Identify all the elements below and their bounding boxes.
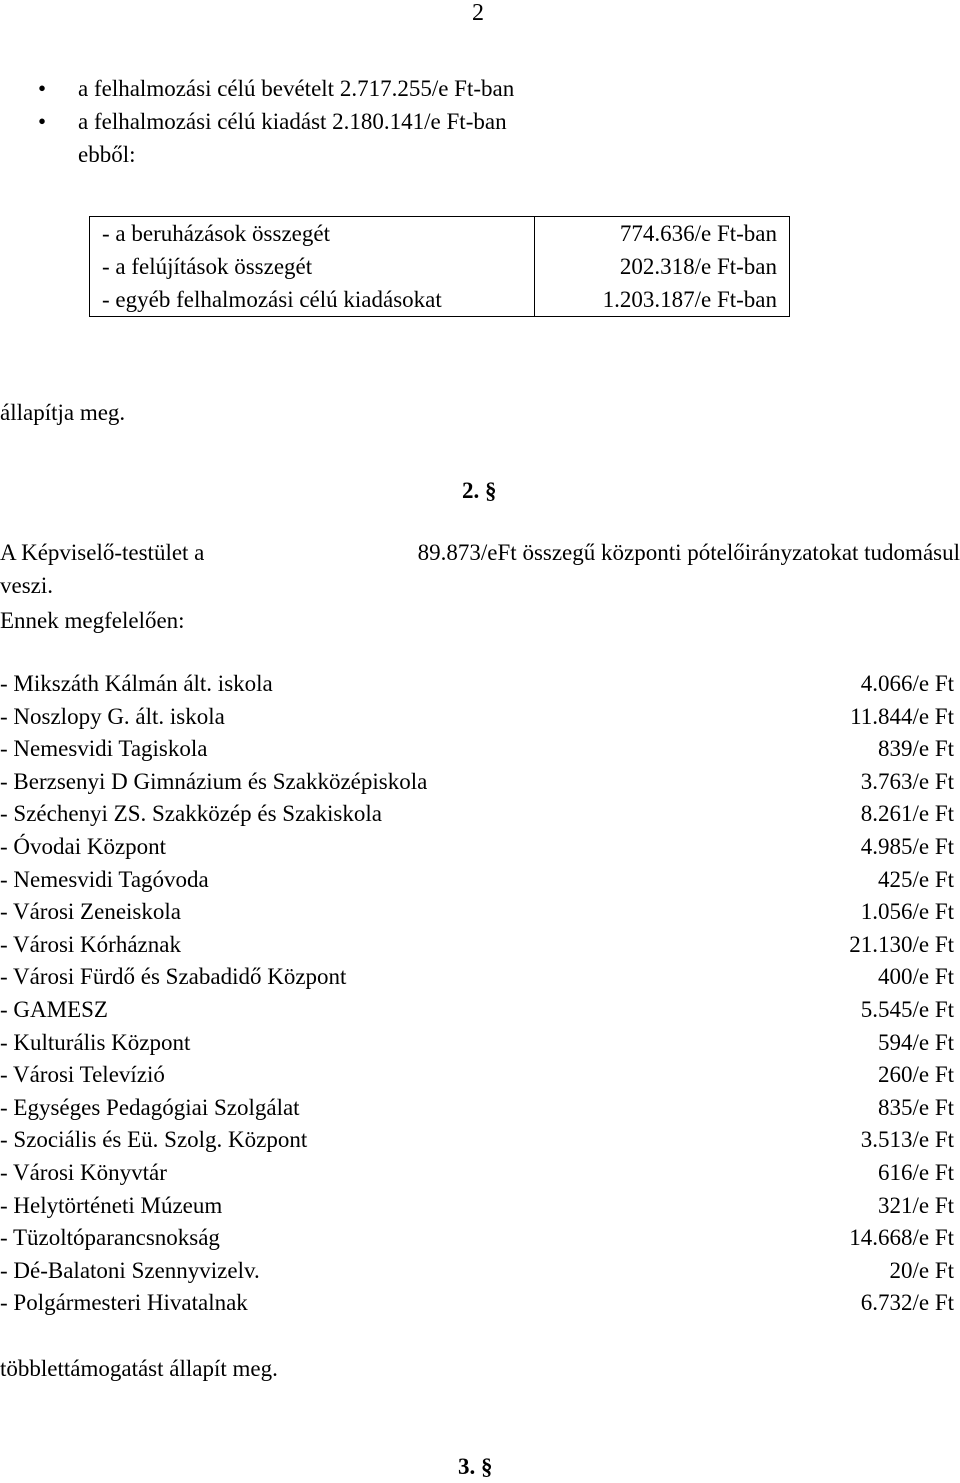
allocation-name: - Széchenyi ZS. Szakközép és Szakiskola: [0, 801, 382, 827]
list-item: [0, 1092, 954, 1125]
ennek-megfeleloen-text: Ennek megfelelően:: [0, 608, 185, 633]
allocation-amount: 835/e Ft: [877, 1094, 954, 1120]
list-item: [0, 733, 954, 766]
allocation-amount: 11.844/e Ft: [850, 703, 954, 729]
allocation-name: - Városi Könyvtár: [0, 1159, 167, 1185]
list-item: [0, 961, 954, 994]
table-row: [90, 250, 790, 283]
list-item: [0, 701, 954, 734]
page-number: 2: [472, 0, 484, 26]
list-item: [0, 766, 954, 799]
paragraph-first-line: [0, 536, 960, 569]
list-item: [0, 798, 954, 831]
allocation-name: - Berzsenyi D Gimnázium és Szakközépiskola: [0, 768, 428, 794]
allocation-amount: 260/e Ft: [877, 1062, 954, 1088]
allocation-amount: 14.668/e Ft: [849, 1225, 954, 1251]
allocation-amount: 594/e Ft: [877, 1029, 954, 1055]
table-cell-label: - egyéb felhalmozási célú kiadásokat: [90, 283, 535, 317]
closing-text: többlettámogatást állapít meg.: [0, 1356, 278, 1381]
section-2-heading: 2. §: [462, 478, 497, 503]
allocation-name: - Polgármesteri Hivatalnak: [0, 1290, 248, 1316]
bullet-item-revenue: • a felhalmozási célú bevételt 2.717.255/e Ft-ban: [38, 72, 514, 105]
list-item: [0, 1124, 954, 1157]
list-item: [0, 1255, 954, 1288]
allocation-name: - Kulturális Központ: [0, 1029, 191, 1055]
list-item: [0, 929, 954, 962]
allocation-name: - Helytörténeti Múzeum: [0, 1192, 223, 1218]
allocation-amount: 8.261/e Ft: [860, 801, 954, 827]
table-row: [90, 217, 790, 251]
allocation-list: [0, 668, 954, 1320]
table-cell-label: - a beruházások összegét: [90, 217, 535, 251]
list-item: [0, 994, 954, 1027]
list-item: [0, 896, 954, 929]
list-item: [0, 1059, 954, 1092]
list-item: [0, 1157, 954, 1190]
allocation-name: - Nemesvidi Tagóvoda: [0, 866, 209, 892]
allocation-name: - GAMESZ: [0, 996, 108, 1022]
list-item: [0, 1222, 954, 1255]
allocation-amount: 425/e Ft: [877, 866, 954, 892]
allocation-amount: 4.985/e Ft: [860, 833, 954, 859]
allocation-name: - Városi Kórháznak: [0, 931, 181, 957]
section-2-paragraph: [0, 536, 960, 602]
investment-table: [89, 216, 790, 317]
list-item: [0, 1287, 954, 1320]
allapitja-text: állapítja meg.: [0, 400, 126, 425]
allocation-amount: 3.513/e Ft: [860, 1127, 954, 1153]
list-item: [0, 1027, 954, 1060]
table-row: [90, 283, 790, 317]
allocation-amount: 616/e Ft: [877, 1159, 954, 1185]
section-3-heading: 3. §: [458, 1454, 493, 1479]
summary-bullet-list: [38, 72, 514, 138]
table-cell-label: - a felújítások összegét: [90, 250, 535, 283]
table-cell-amount: 1.203.187/e Ft-ban: [602, 287, 777, 312]
allocation-amount: 6.732/e Ft: [860, 1290, 954, 1316]
list-item: [0, 668, 954, 701]
paragraph-second-line: veszi.: [0, 573, 54, 598]
allocation-name: - Tüzoltóparancsnokság: [0, 1225, 220, 1251]
list-item: [0, 1190, 954, 1223]
allocation-name: - Óvodai Központ: [0, 833, 167, 859]
allocation-amount: 5.545/e Ft: [860, 996, 954, 1022]
allocation-amount: 839/e Ft: [877, 736, 954, 762]
list-item: [0, 831, 954, 864]
allocation-name: - Városi Zeneiskola: [0, 899, 181, 925]
paragraph-right-text: 89.873/eFt összegű központi pótelőirányzatokat tudomásul: [417, 540, 960, 565]
allocation-name: - Noszlopy G. ált. iskola: [0, 703, 225, 729]
bullet-item-expenditure: • a felhalmozási célú kiadást 2.180.141/e Ft-ban: [38, 105, 514, 138]
table-cell-amount: 202.318/e Ft-ban: [619, 254, 777, 279]
allocation-name: - Nemesvidi Tagiskola: [0, 736, 208, 762]
allocation-name: - Városi Televízió: [0, 1062, 165, 1088]
allocation-amount: 1.056/e Ft: [860, 899, 954, 925]
allocation-name: - Mikszáth Kálmán ált. iskola: [0, 671, 273, 696]
list-item: [0, 864, 954, 897]
allocation-amount: 4.066/e Ft: [860, 671, 954, 696]
allocation-name: - Szociális és Eü. Szolg. Központ: [0, 1127, 308, 1153]
paragraph-left-text: A Képviselő-testület a: [0, 540, 205, 565]
allocation-amount: 20/e Ft: [889, 1257, 954, 1283]
allocation-amount: 400/e Ft: [877, 964, 954, 990]
table-cell-amount: 774.636/e Ft-ban: [619, 221, 777, 246]
ebbol-label: ebből:: [78, 142, 136, 167]
allocation-amount: 3.763/e Ft: [860, 768, 954, 794]
allocation-amount: 321/e Ft: [877, 1192, 954, 1218]
allocation-amount: 21.130/e Ft: [849, 931, 954, 957]
allocation-name: - Egységes Pedagógiai Szolgálat: [0, 1094, 300, 1120]
allocation-name: - Dé-Balatoni Szennyvizelv.: [0, 1257, 260, 1283]
allocation-name: - Városi Fürdő és Szabadidő Központ: [0, 964, 347, 990]
